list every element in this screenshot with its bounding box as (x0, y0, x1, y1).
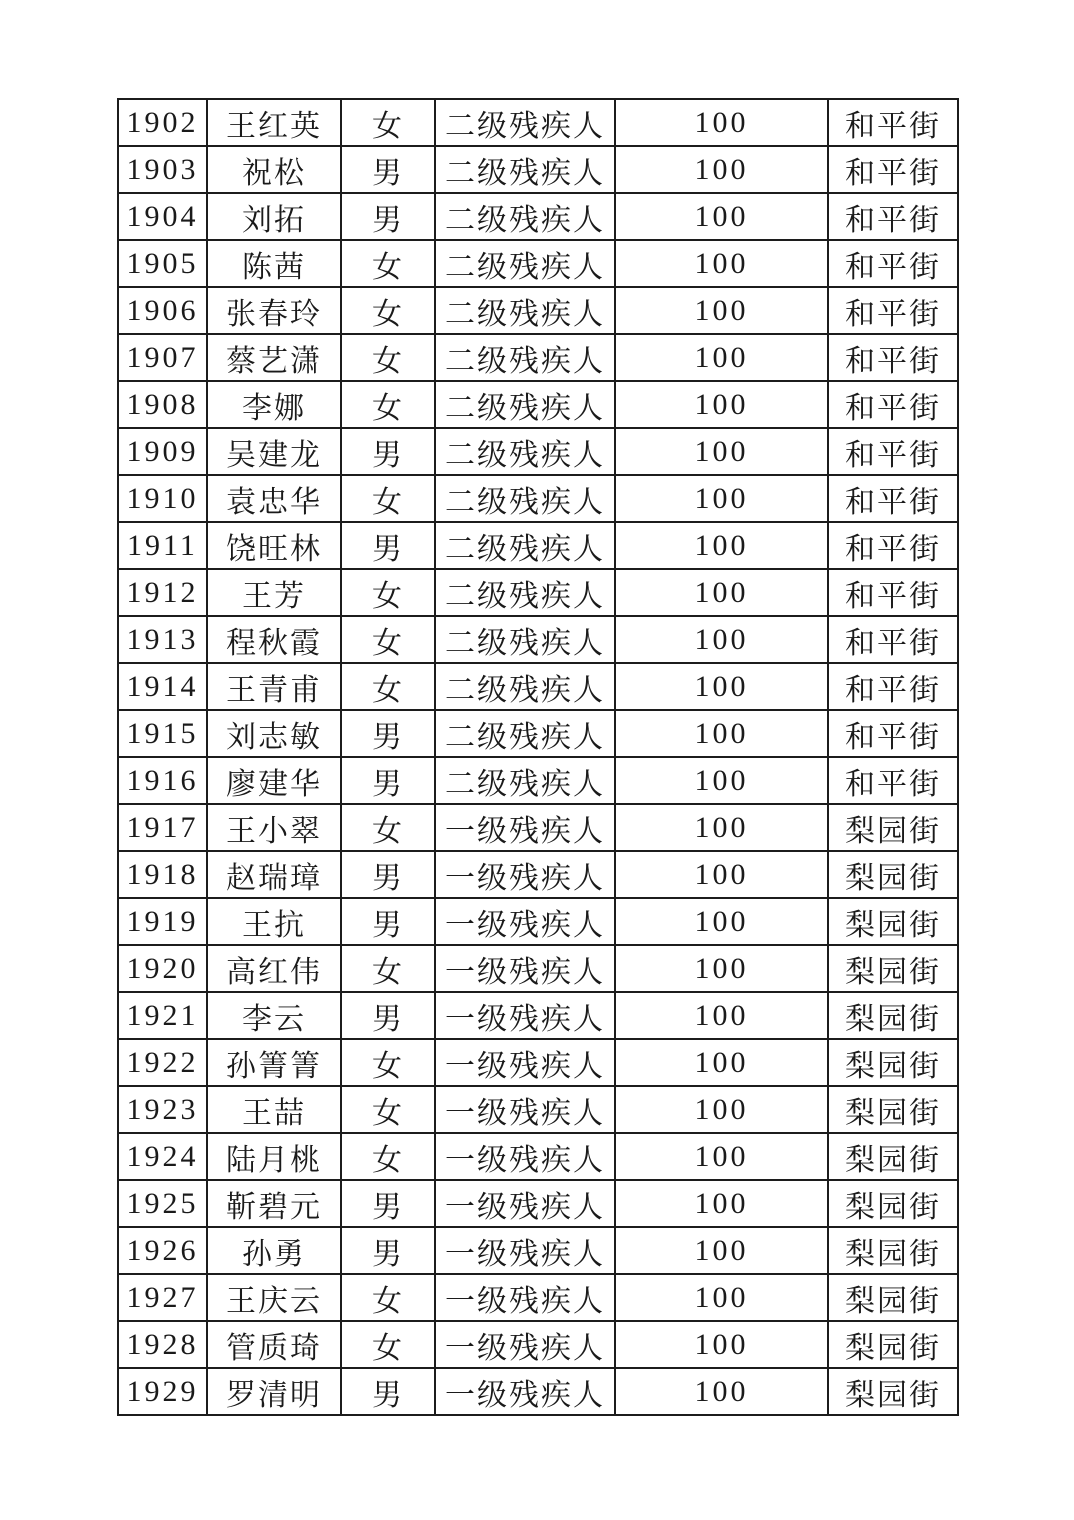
cell-serial-number: 1925 (118, 1180, 207, 1227)
cell-street: 梨园街 (828, 1086, 958, 1133)
cell-serial-number: 1912 (118, 569, 207, 616)
cell-amount: 100 (615, 99, 828, 146)
table-row (118, 992, 958, 1039)
cell-serial-number: 1916 (118, 757, 207, 804)
cell-street: 和平街 (828, 334, 958, 381)
cell-person-name: 赵瑞璋 (207, 851, 341, 898)
cell-gender: 女 (341, 287, 435, 334)
cell-gender: 女 (341, 240, 435, 287)
cell-serial-number: 1923 (118, 1086, 207, 1133)
cell-serial-number: 1911 (118, 522, 207, 569)
cell-disability-category: 二级残疾人 (435, 428, 615, 475)
cell-person-name: 程秋霞 (207, 616, 341, 663)
cell-disability-category: 二级残疾人 (435, 475, 615, 522)
cell-person-name: 饶旺林 (207, 522, 341, 569)
cell-amount: 100 (615, 1133, 828, 1180)
table-row (118, 1086, 958, 1133)
table-row (118, 1274, 958, 1321)
cell-street: 梨园街 (828, 804, 958, 851)
cell-street: 梨园街 (828, 1180, 958, 1227)
cell-street: 梨园街 (828, 1039, 958, 1086)
cell-serial-number: 1921 (118, 992, 207, 1039)
cell-disability-category: 一级残疾人 (435, 804, 615, 851)
cell-street: 梨园街 (828, 1368, 958, 1415)
cell-person-name: 廖建华 (207, 757, 341, 804)
cell-street: 梨园街 (828, 1133, 958, 1180)
cell-person-name: 靳碧元 (207, 1180, 341, 1227)
records-table-body (118, 99, 958, 1415)
cell-amount: 100 (615, 851, 828, 898)
table-row (118, 193, 958, 240)
cell-serial-number: 1928 (118, 1321, 207, 1368)
cell-serial-number: 1918 (118, 851, 207, 898)
cell-amount: 100 (615, 1086, 828, 1133)
table-row (118, 1133, 958, 1180)
cell-disability-category: 二级残疾人 (435, 663, 615, 710)
cell-disability-category: 一级残疾人 (435, 1368, 615, 1415)
cell-serial-number: 1903 (118, 146, 207, 193)
cell-street: 和平街 (828, 475, 958, 522)
cell-street: 和平街 (828, 757, 958, 804)
cell-disability-category: 二级残疾人 (435, 616, 615, 663)
cell-amount: 100 (615, 1227, 828, 1274)
cell-amount: 100 (615, 146, 828, 193)
cell-street: 和平街 (828, 710, 958, 757)
table-row (118, 1321, 958, 1368)
cell-street: 和平街 (828, 240, 958, 287)
cell-street: 和平街 (828, 428, 958, 475)
cell-serial-number: 1910 (118, 475, 207, 522)
table-row (118, 898, 958, 945)
cell-serial-number: 1907 (118, 334, 207, 381)
cell-person-name: 陆月桃 (207, 1133, 341, 1180)
cell-disability-category: 一级残疾人 (435, 1086, 615, 1133)
table-row (118, 569, 958, 616)
cell-gender: 女 (341, 945, 435, 992)
cell-disability-category: 一级残疾人 (435, 945, 615, 992)
cell-person-name: 高红伟 (207, 945, 341, 992)
table-row (118, 851, 958, 898)
cell-person-name: 王庆云 (207, 1274, 341, 1321)
cell-disability-category: 一级残疾人 (435, 1227, 615, 1274)
cell-street: 梨园街 (828, 945, 958, 992)
cell-amount: 100 (615, 1039, 828, 1086)
cell-disability-category: 二级残疾人 (435, 710, 615, 757)
cell-gender: 男 (341, 1368, 435, 1415)
cell-person-name: 吴建龙 (207, 428, 341, 475)
cell-person-name: 陈茜 (207, 240, 341, 287)
cell-amount: 100 (615, 898, 828, 945)
table-row (118, 663, 958, 710)
table-row (118, 240, 958, 287)
cell-gender: 男 (341, 428, 435, 475)
cell-amount: 100 (615, 569, 828, 616)
cell-serial-number: 1905 (118, 240, 207, 287)
cell-amount: 100 (615, 381, 828, 428)
cell-serial-number: 1920 (118, 945, 207, 992)
cell-serial-number: 1902 (118, 99, 207, 146)
cell-disability-category: 二级残疾人 (435, 193, 615, 240)
table-row (118, 428, 958, 475)
cell-gender: 女 (341, 616, 435, 663)
table-row (118, 1368, 958, 1415)
cell-serial-number: 1929 (118, 1368, 207, 1415)
cell-disability-category: 二级残疾人 (435, 522, 615, 569)
cell-disability-category: 二级残疾人 (435, 757, 615, 804)
cell-gender: 女 (341, 1133, 435, 1180)
cell-gender: 男 (341, 522, 435, 569)
cell-person-name: 李娜 (207, 381, 341, 428)
cell-person-name: 张春玲 (207, 287, 341, 334)
cell-gender: 男 (341, 992, 435, 1039)
cell-amount: 100 (615, 193, 828, 240)
cell-amount: 100 (615, 334, 828, 381)
cell-street: 和平街 (828, 99, 958, 146)
cell-person-name: 管质琦 (207, 1321, 341, 1368)
cell-amount: 100 (615, 616, 828, 663)
cell-street: 和平街 (828, 522, 958, 569)
cell-gender: 男 (341, 710, 435, 757)
cell-gender: 女 (341, 99, 435, 146)
cell-street: 和平街 (828, 616, 958, 663)
cell-serial-number: 1915 (118, 710, 207, 757)
cell-gender: 女 (341, 804, 435, 851)
table-row (118, 381, 958, 428)
cell-person-name: 刘志敏 (207, 710, 341, 757)
cell-amount: 100 (615, 287, 828, 334)
cell-disability-category: 一级残疾人 (435, 851, 615, 898)
cell-amount: 100 (615, 945, 828, 992)
cell-disability-category: 一级残疾人 (435, 1039, 615, 1086)
cell-gender: 男 (341, 757, 435, 804)
table-row (118, 522, 958, 569)
table-row (118, 334, 958, 381)
cell-serial-number: 1906 (118, 287, 207, 334)
table-row (118, 1039, 958, 1086)
cell-street: 梨园街 (828, 851, 958, 898)
cell-person-name: 王抗 (207, 898, 341, 945)
cell-person-name: 刘拓 (207, 193, 341, 240)
cell-street: 梨园街 (828, 992, 958, 1039)
cell-gender: 男 (341, 193, 435, 240)
cell-serial-number: 1927 (118, 1274, 207, 1321)
cell-street: 梨园街 (828, 1321, 958, 1368)
cell-person-name: 祝松 (207, 146, 341, 193)
cell-amount: 100 (615, 475, 828, 522)
cell-amount: 100 (615, 522, 828, 569)
records-table (117, 98, 959, 1416)
cell-street: 和平街 (828, 287, 958, 334)
table-row (118, 1227, 958, 1274)
cell-serial-number: 1922 (118, 1039, 207, 1086)
cell-serial-number: 1908 (118, 381, 207, 428)
cell-gender: 女 (341, 1039, 435, 1086)
cell-person-name: 李云 (207, 992, 341, 1039)
cell-person-name: 王芳 (207, 569, 341, 616)
table-row (118, 616, 958, 663)
cell-disability-category: 二级残疾人 (435, 240, 615, 287)
cell-gender: 女 (341, 663, 435, 710)
table-row (118, 475, 958, 522)
cell-disability-category: 二级残疾人 (435, 334, 615, 381)
cell-gender: 男 (341, 1180, 435, 1227)
cell-street: 和平街 (828, 663, 958, 710)
cell-gender: 女 (341, 381, 435, 428)
cell-amount: 100 (615, 757, 828, 804)
cell-person-name: 王红英 (207, 99, 341, 146)
table-row (118, 710, 958, 757)
cell-person-name: 王青甫 (207, 663, 341, 710)
cell-amount: 100 (615, 1321, 828, 1368)
cell-serial-number: 1917 (118, 804, 207, 851)
cell-gender: 男 (341, 1227, 435, 1274)
cell-gender: 女 (341, 1274, 435, 1321)
cell-disability-category: 二级残疾人 (435, 287, 615, 334)
cell-gender: 女 (341, 569, 435, 616)
table-row (118, 804, 958, 851)
table-row (118, 945, 958, 992)
cell-disability-category: 二级残疾人 (435, 99, 615, 146)
cell-serial-number: 1924 (118, 1133, 207, 1180)
cell-gender: 女 (341, 334, 435, 381)
cell-gender: 女 (341, 1321, 435, 1368)
table-row (118, 287, 958, 334)
cell-serial-number: 1919 (118, 898, 207, 945)
cell-person-name: 孙箐箐 (207, 1039, 341, 1086)
cell-amount: 100 (615, 1368, 828, 1415)
cell-disability-category: 一级残疾人 (435, 898, 615, 945)
cell-amount: 100 (615, 1180, 828, 1227)
cell-street: 和平街 (828, 381, 958, 428)
cell-gender: 女 (341, 475, 435, 522)
cell-serial-number: 1909 (118, 428, 207, 475)
cell-person-name: 袁忠华 (207, 475, 341, 522)
cell-disability-category: 二级残疾人 (435, 146, 615, 193)
cell-gender: 男 (341, 851, 435, 898)
cell-amount: 100 (615, 710, 828, 757)
cell-person-name: 王喆 (207, 1086, 341, 1133)
cell-disability-category: 二级残疾人 (435, 569, 615, 616)
cell-street: 梨园街 (828, 898, 958, 945)
cell-amount: 100 (615, 240, 828, 287)
table-row (118, 1180, 958, 1227)
cell-disability-category: 一级残疾人 (435, 1133, 615, 1180)
cell-disability-category: 一级残疾人 (435, 1321, 615, 1368)
cell-amount: 100 (615, 663, 828, 710)
table-row (118, 99, 958, 146)
cell-amount: 100 (615, 804, 828, 851)
cell-street: 和平街 (828, 193, 958, 240)
cell-disability-category: 一级残疾人 (435, 992, 615, 1039)
cell-serial-number: 1904 (118, 193, 207, 240)
cell-person-name: 罗清明 (207, 1368, 341, 1415)
cell-amount: 100 (615, 992, 828, 1039)
cell-gender: 男 (341, 898, 435, 945)
table-row (118, 146, 958, 193)
cell-street: 梨园街 (828, 1274, 958, 1321)
cell-serial-number: 1914 (118, 663, 207, 710)
cell-gender: 女 (341, 1086, 435, 1133)
cell-person-name: 王小翠 (207, 804, 341, 851)
table-row (118, 757, 958, 804)
cell-street: 和平街 (828, 569, 958, 616)
cell-serial-number: 1926 (118, 1227, 207, 1274)
cell-serial-number: 1913 (118, 616, 207, 663)
cell-disability-category: 一级残疾人 (435, 1274, 615, 1321)
cell-disability-category: 一级残疾人 (435, 1180, 615, 1227)
cell-person-name: 蔡艺潇 (207, 334, 341, 381)
cell-amount: 100 (615, 1274, 828, 1321)
cell-amount: 100 (615, 428, 828, 475)
cell-gender: 男 (341, 146, 435, 193)
cell-person-name: 孙勇 (207, 1227, 341, 1274)
cell-street: 梨园街 (828, 1227, 958, 1274)
cell-street: 和平街 (828, 146, 958, 193)
cell-disability-category: 二级残疾人 (435, 381, 615, 428)
